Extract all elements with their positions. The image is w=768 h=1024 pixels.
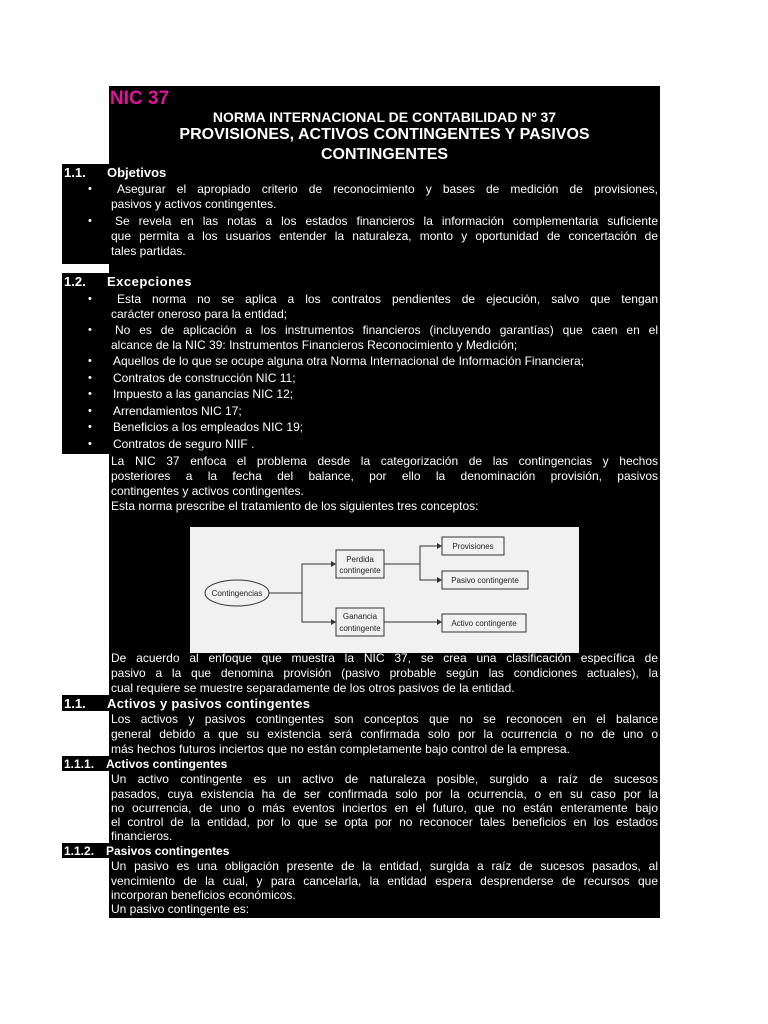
- objetivo-2-line-1: Se revela en las notas a los estados financieros la información complementaria suficiente: [115, 214, 658, 228]
- bullet-icon: •: [88, 355, 92, 367]
- excepcion-4: Contratos de construcción NIC 11;: [113, 371, 296, 385]
- excepcion-6: Arrendamientos NIC 17;: [113, 404, 242, 418]
- paragraph-pasivo-contingente-es: Un pasivo contingente es:: [111, 902, 250, 916]
- paragraph-enfoque-line-3: cual requiere se muestre separadamente de los otros pasivos de la entidad.: [111, 681, 515, 695]
- diagram-label-ganancia: Ganancia: [342, 612, 378, 621]
- paragraph-pasivo-line-1: Un pasivo es una obligación presente de la entidad, surgida a raíz de sucesos pasados, al: [111, 859, 658, 873]
- section-title-activos-pasivos: Activos y pasivos contingentes: [107, 696, 311, 711]
- paragraph-activo-line-5: financieros.: [111, 829, 173, 843]
- excepcion-1-line-1: Esta norma no se aplica a los contratos pendientes de ejecución, salvo que tengan: [117, 292, 658, 306]
- paragraph-pasivo-line-3: incorporan beneficios económicos.: [111, 888, 296, 902]
- bullet-icon: •: [88, 215, 92, 227]
- section-number: 1.1.1.: [64, 757, 95, 771]
- paragraph-activo-line-2: pasados, cuya existencia ha de ser confirmada solo por la ocurrencia, o en su caso por la: [111, 787, 658, 801]
- section-title-activos-contingentes: Activos contingentes: [106, 757, 228, 771]
- diagram-label-provisiones: Provisiones: [452, 542, 494, 551]
- arrow-head-icon: [331, 619, 336, 625]
- diagram-label-pasivo: Pasivo contingente: [451, 576, 519, 585]
- arrow-head-icon: [437, 543, 442, 549]
- diagram-label-activo: Activo contingente: [451, 619, 517, 628]
- connector-root-ganancia: [302, 593, 336, 622]
- norma-title: NORMA INTERNACIONAL DE CONTABILIDAD Nº 37: [212, 109, 557, 125]
- objetivo-1-line-1: Asegurar el apropiado criterio de reconocimiento y bases de medición de provisiones,: [117, 182, 658, 196]
- excepcion-2-line-1: No es de aplicación a los instrumentos financieros (incluyendo garantías) que caen en el: [115, 323, 658, 337]
- objetivo-2-line-2: que permita a los usuarios entender la naturaleza, monto y oportunidad de concertación de: [111, 229, 658, 243]
- paragraph-tres-conceptos: Esta norma prescribe el tratamiento de los siguientes tres conceptos:: [111, 499, 479, 513]
- paragraph-nic37-line-1: La NIC 37 enfoca el problema desde la categorización de las contingencias y hechos: [111, 454, 658, 468]
- excepcion-2-line-2: alcance de la NIC 39: Instrumentos Financieros Reconocimiento y Medición;: [111, 338, 518, 352]
- paragraph-activos-pasivos-line-1: Los activos y pasivos contingentes son conceptos que no se reconocen en el balance: [111, 712, 658, 726]
- paragraph-activos-pasivos-line-3: más hechos futuros inciertos que no están completamente bajo control de la empresa.: [111, 742, 570, 756]
- diagram-label-perdida-2: contingente: [339, 566, 381, 575]
- connector-perdida-provisiones: [384, 546, 442, 564]
- connector-root-perdida: [269, 564, 336, 593]
- section-title-objetivos: Objetivos: [107, 165, 167, 180]
- paragraph-activo-line-4: el control de la entidad, por lo que se opta por no reconocer tales beneficios en los estados: [111, 815, 658, 829]
- bullet-icon: •: [88, 405, 92, 417]
- bullet-icon: •: [88, 372, 92, 384]
- paragraph-nic37-line-3: contingentes y activos contingentes.: [111, 484, 304, 498]
- diagram-label-contingencias: Contingencias: [211, 589, 263, 598]
- bullet-icon: •: [88, 438, 92, 450]
- excepcion-7: Beneficios a los empleados NIC 19;: [113, 420, 304, 434]
- section-title-excepciones: Excepciones: [107, 274, 192, 289]
- excepcion-1-line-2: carácter oneroso para la entidad;: [111, 307, 288, 321]
- excepcion-3: Aquellos de lo que se ocupe alguna otra Norma Internacional de Información Financiera;: [113, 354, 584, 368]
- doc-title-line-2: CONTINGENTES: [320, 146, 449, 163]
- bullet-icon: •: [88, 421, 92, 433]
- bullet-icon: •: [88, 183, 92, 195]
- bullet-icon: •: [88, 388, 92, 400]
- paragraph-nic37-line-2: posteriores a la fecha del balance, por ello la denominación provisión, pasivos: [111, 469, 658, 483]
- objetivo-2-line-3: tales partidas.: [111, 244, 186, 258]
- paragraph-activo-line-3: no ocurrencia, de uno o más eventos inciertos en el futuro, que no están enteramente bajo: [111, 801, 658, 815]
- excepcion-8: Contratos de seguro NIIF .: [113, 437, 255, 451]
- paragraph-enfoque-line-1: De acuerdo al enfoque que muestra la NIC 37, se crea una clasificación específica de: [111, 651, 658, 665]
- doc-title-line-1: PROVISIONES, ACTIVOS CONTINGENTES Y PASIVOS: [179, 126, 590, 143]
- doc-code: NIC 37: [110, 88, 170, 109]
- paragraph-activo-line-1: Un activo contingente es un activo de naturaleza posible, surgido a raíz de sucesos: [111, 772, 658, 786]
- connector-perdida-pasivo: [420, 564, 442, 580]
- paragraph-enfoque-line-2: pasivo a la que denomina provisión (pasivo probable según las condiciones actuales), la: [111, 666, 658, 680]
- section-number: 1.1.2.: [64, 844, 95, 858]
- section-number: 1.1.: [64, 696, 86, 711]
- diagram-label-ganancia-2: contingente: [339, 624, 381, 633]
- arrow-head-icon: [437, 619, 442, 625]
- section-number: 1.1.: [64, 165, 86, 180]
- bullet-icon: •: [88, 324, 92, 336]
- section-number: 1.2.: [64, 274, 86, 289]
- contingencias-diagram: [190, 527, 579, 653]
- arrow-head-icon: [437, 577, 442, 583]
- paragraph-pasivo-line-2: vencimiento de la cual, y para cancelarla, la entidad espera desprenderse de recursos que: [111, 874, 658, 888]
- diagram-label-perdida: Perdida: [346, 555, 374, 564]
- excepcion-5: Impuesto a las ganancias NIC 12;: [113, 387, 294, 401]
- objetivo-1-line-2: pasivos y activos contingentes.: [111, 197, 277, 211]
- arrow-head-icon: [331, 561, 336, 567]
- bullet-icon: •: [88, 293, 92, 305]
- section-title-pasivos-contingentes: Pasivos contingentes: [106, 844, 230, 858]
- paragraph-activos-pasivos-line-2: general debido a que su existencia será confirmada solo por la ocurrencia o no de uno o: [111, 727, 658, 741]
